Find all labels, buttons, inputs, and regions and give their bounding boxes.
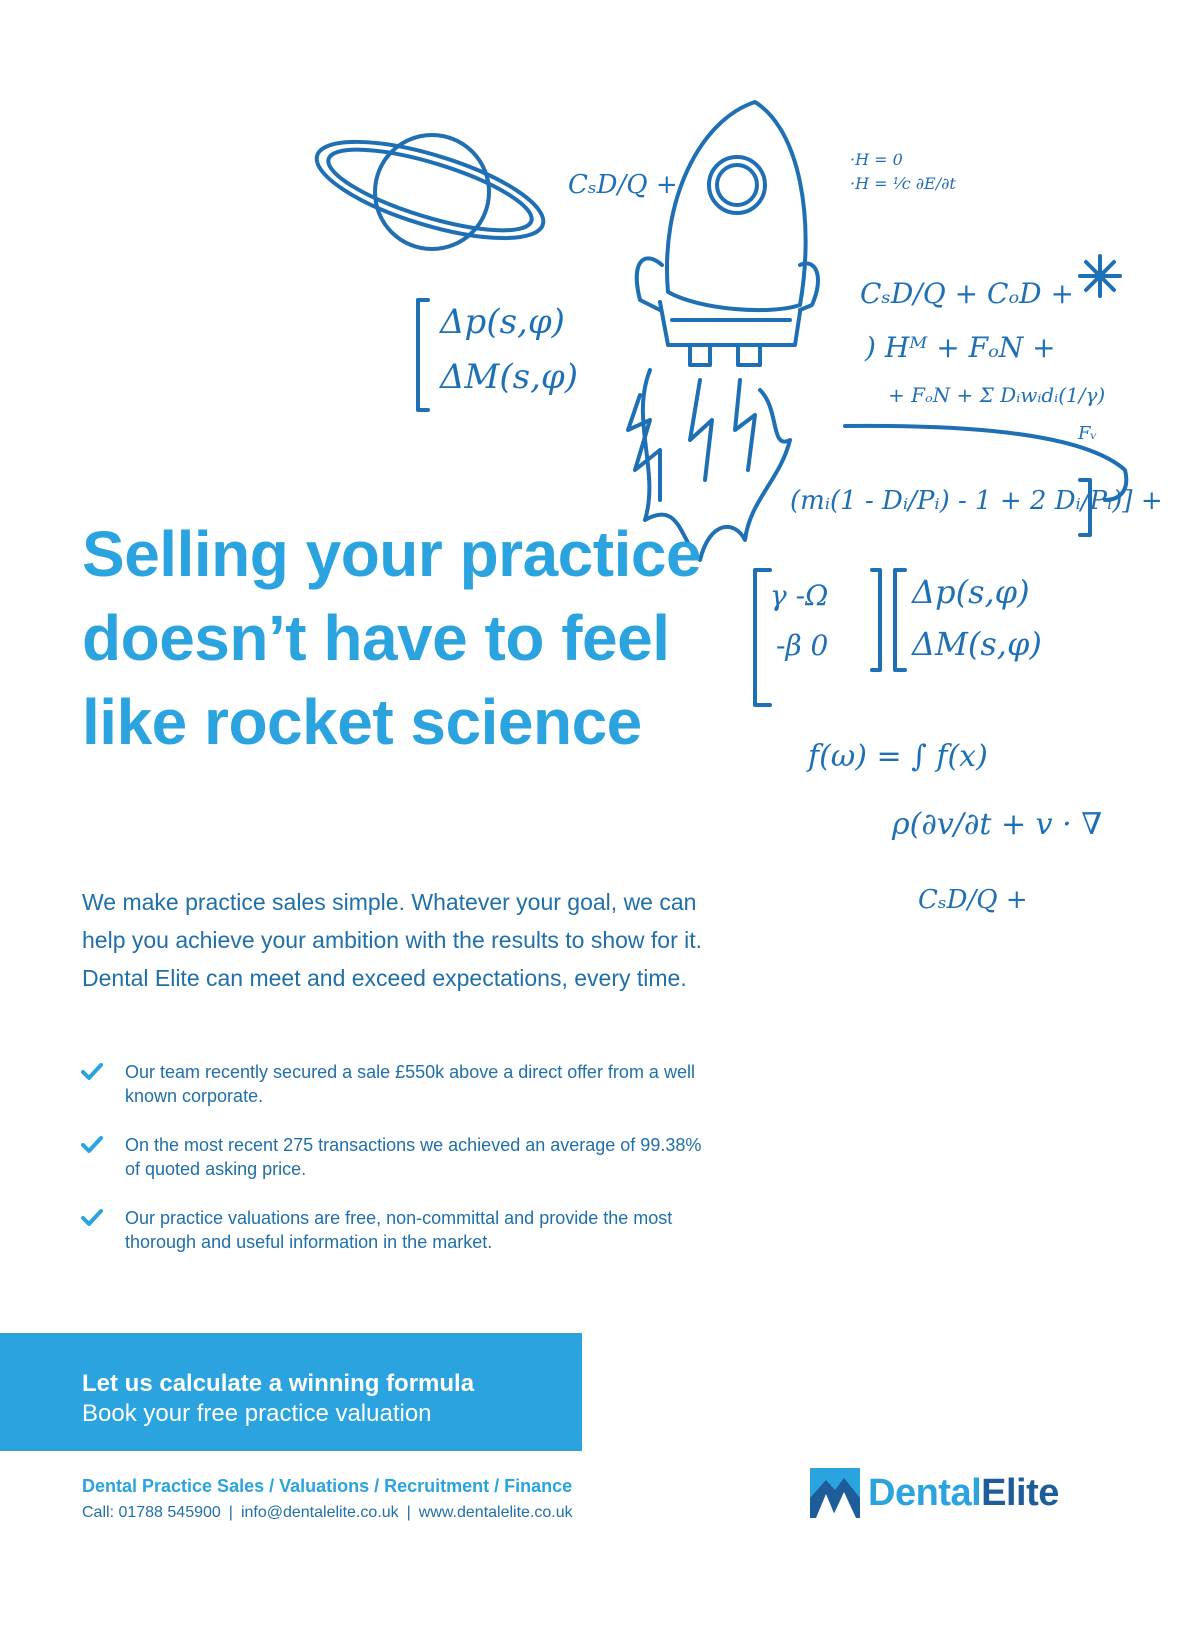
mountain-logo-icon xyxy=(810,1468,860,1518)
list-item xyxy=(80,1060,720,1108)
cta-title: Let us calculate a winning formula xyxy=(82,1370,475,1397)
formula-h-eq-1: ·H = 0 xyxy=(850,150,903,169)
list-item xyxy=(80,1206,720,1254)
email-link[interactable]: info@dentalelite.co.uk xyxy=(240,1504,399,1521)
check-icon xyxy=(80,1208,104,1228)
formula-big-paren: (mᵢ(1 - Dᵢ/Pᵢ) - 1 + 2 Dᵢ/Pᵢ)] + xyxy=(790,486,1163,516)
cta-subtitle: Book your free practice valuation xyxy=(82,1400,432,1427)
star-icon xyxy=(1080,256,1120,296)
logo-word-dental: Dental xyxy=(868,1472,982,1514)
headline: Selling your practice doesn’t have to feel like rocket science xyxy=(82,518,702,758)
separator: | xyxy=(228,1504,233,1521)
benefits-list xyxy=(80,1060,720,1279)
check-icon xyxy=(80,1135,104,1155)
footer-contact xyxy=(82,1502,573,1524)
logo-wordmark xyxy=(868,1467,1059,1519)
formula-h-eq-2: ·H = ¹⁄c ∂E/∂t xyxy=(850,174,956,193)
formula-matrix-left-2: ΔM(s,φ) xyxy=(440,357,578,397)
dental-elite-logo xyxy=(810,1467,1059,1519)
phone-number[interactable]: Call: 01788 545900 xyxy=(82,1504,221,1521)
footer-services: Dental Practice Sales / Valuations / Recruitment / Finance xyxy=(82,1476,573,1496)
planet-icon xyxy=(307,122,553,258)
logo-word-elite: Elite xyxy=(981,1472,1059,1514)
formula-matrix2-d: ΔM(s,φ) xyxy=(912,625,1042,663)
formula-matrix2-b: -β 0 xyxy=(776,629,829,662)
formula-cs-co: CₛD/Q + CₒD + xyxy=(860,277,1074,310)
formula-h-m: ) Hᴹ + FₒN + xyxy=(865,331,1056,364)
website-link[interactable]: www.dentalelite.co.uk xyxy=(418,1504,573,1521)
formula-matrix-left-1: Δp(s,φ) xyxy=(440,302,565,342)
formula-matrix2-c: Δp(s,φ) xyxy=(912,573,1030,611)
bullet-text: Our practice valuations are free, non-committal and provide the most thorough and useful information in the market. xyxy=(125,1208,673,1252)
cta-banner[interactable] xyxy=(0,1333,582,1451)
formula-sum: + FₒN + Σ Dᵢwᵢdᵢ(1/γ) xyxy=(888,383,1106,407)
formula-matrix2-a: γ -Ω xyxy=(770,579,829,612)
separator: | xyxy=(406,1504,411,1521)
formula-cs-bottom: CₛD/Q + xyxy=(918,885,1028,915)
formula-rho: ρ(∂v/∂t + v · ∇ xyxy=(892,807,1103,842)
intro-paragraph: We make practice sales simple. Whatever your goal, we can help you achieve your ambition with the results to show for it. Dental Elite can meet and exceed expectations, every time. xyxy=(82,889,703,991)
check-icon xyxy=(80,1062,104,1082)
formula-fourier: f(ω) = ∫ f(x) xyxy=(808,739,988,774)
formula-cs-top: CₛD/Q + xyxy=(568,170,678,200)
bullet-text: On the most recent 275 transactions we achieved an average of 99.38% of quoted asking price. xyxy=(125,1135,702,1179)
list-item xyxy=(80,1133,720,1181)
formula-fv: Fᵥ xyxy=(1078,423,1098,444)
bullet-text: Our team recently secured a sale £550k above a direct offer from a well known corporate. xyxy=(125,1062,695,1106)
